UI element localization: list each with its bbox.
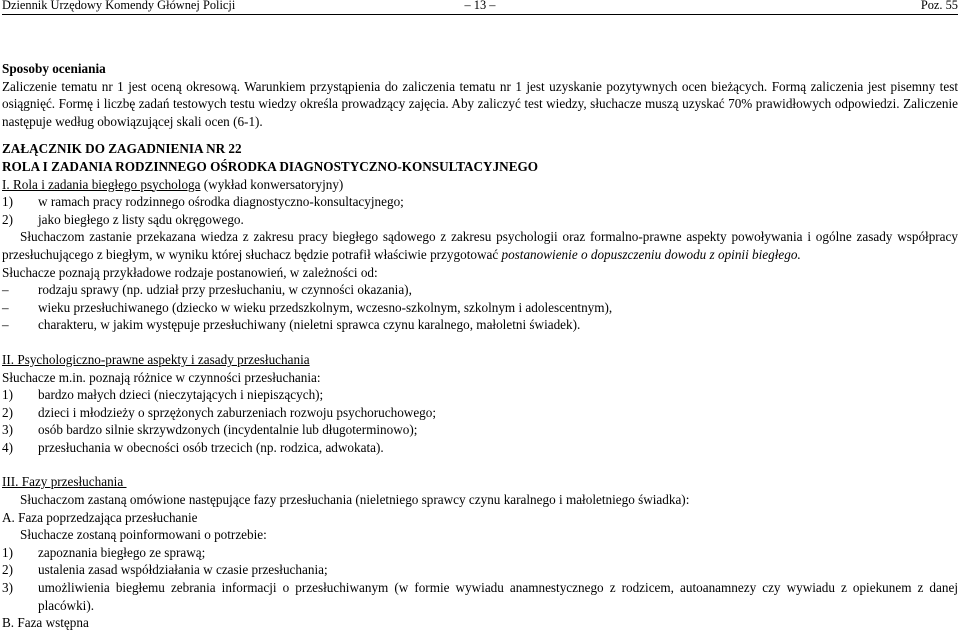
list-item [2, 211, 958, 229]
list-marker: 3) [2, 422, 13, 438]
part2-heading: II. Psychologiczno-prawne aspekty i zasady przesłuchania [2, 351, 310, 367]
list-item [2, 193, 958, 211]
annex-subtitle: ROLA I ZADANIA RODZINNEGO OŚRODKA DIAGNOSTYCZNO-KONSULTACYJNEGO [2, 158, 539, 174]
list-item [2, 439, 958, 457]
list-item [2, 421, 958, 439]
part1-paragraph-2: Słuchacze poznają przykładowe rodzaje postanowień, w zależności od: [2, 264, 378, 280]
list-item-text: ustalenia zasad współdziałania w czasie przesłuchania; [38, 562, 328, 578]
list-item [2, 561, 958, 579]
dash-item [2, 299, 958, 317]
list-item-text: umożliwienia biegłemu zebrania informacji o przesłuchiwanym (w formie wywiadu anamnestycznego z rodzicem, autoanamnezy czy wywiadu z opiekunem z danej placówki). [38, 580, 958, 613]
list-marker: 1) [2, 544, 13, 560]
part3-intro: Słuchaczom zastaną omówione następujące fazy przesłuchania (nieletniego sprawcy czynu karalnego i małoletniego świadka): [20, 492, 690, 508]
part3-heading-text: III. Fazy przesłuchania [2, 474, 127, 490]
dash-marker: – [2, 299, 9, 315]
list-item-text: jako biegłego z listy sądu okręgowego. [38, 211, 244, 227]
phase-a-heading: A. Faza poprzedzająca przesłuchanie [2, 509, 198, 525]
journal-title: Dziennik Urzędowy Komendy Głównej Policji [2, 0, 236, 12]
dash-marker: – [2, 282, 9, 298]
list-marker: 2) [2, 562, 13, 578]
page-number: – 13 – [464, 0, 496, 12]
part1-paragraph-italic: postanowienie o dopuszczeniu dowodu z opinii biegłego. [501, 246, 801, 262]
page-header [2, 0, 958, 15]
part1-heading [2, 176, 958, 194]
list-item [2, 544, 958, 562]
spacer [2, 456, 958, 473]
list-marker: 2) [2, 404, 13, 420]
part3-heading [2, 473, 958, 491]
list-item-text: dzieci i młodzieży o sprzężonych zaburzeniach rozwoju psychoruchowego; [38, 404, 437, 420]
part1-heading-underlined: I. Rola i zadania biegłego psychologa [2, 176, 201, 192]
list-marker: 1) [2, 194, 13, 210]
grading-paragraph: Zaliczenie tematu nr 1 jest oceną okresową. Warunkiem przystąpienia do zaliczenia tematu nr 1 jest uzyskanie pozytywnych ocen bieżących. Formą zaliczenia jest pisemny test osiągnięć. Formę i liczbę zadań testowych testu wiedzy określa prowadzący zajęcia. Aby zaliczyć test wiedzy, słuchacze muszą uzyskać 70% prawidłowych odpowiedzi. Zaliczenie następuje według obowiązującej skali ocen (6-1). [2, 78, 958, 129]
dash-item [2, 316, 958, 334]
list-item-text: osób bardzo silnie skrzywdzonych (incydentalnie lub długoterminowo); [38, 422, 418, 438]
list-item-text: przesłuchania w obecności osób trzecich (np. rodzica, adwokata). [38, 439, 384, 455]
list-marker: 3) [2, 580, 13, 596]
dash-item-text: charakteru, w jakim występuje przesłuchiwany (nieletni sprawca czynu karalnego, małoletni świadek). [38, 317, 581, 333]
part2-intro: Słuchacze m.in. poznają różnice w czynności przesłuchania: [2, 369, 321, 385]
list-marker: 1) [2, 387, 13, 403]
dash-item [2, 281, 958, 299]
dash-item-text: rodzaju sprawy (np. udział przy przesłuchaniu, w czynności okazania), [38, 282, 412, 298]
document-body [2, 60, 958, 632]
phase-a-intro: Słuchacze zostaną poinformowani o potrzebie: [20, 527, 267, 543]
spacer [2, 334, 958, 351]
part1-paragraph-text: Słuchaczom zastanie przekazana wiedza z zakresu pracy biegłego sądowego z zakresu psychologii oraz formalno-prawne aspekty powoływania i ogólne zasady współpracy przesłuchującego z biegłym, w wyniku której słuchacz będzie potrafił właściwie przygotować [2, 229, 958, 262]
list-item [2, 404, 958, 422]
list-marker: 4) [2, 439, 13, 455]
list-item-text: w ramach pracy rodzinnego ośrodka diagnostyczno-konsultacyjnego; [38, 194, 404, 210]
list-item [2, 386, 958, 404]
position-number: Poz. 55 [920, 0, 958, 12]
part1-heading-rest: (wykład konwersatoryjny) [200, 176, 344, 192]
list-item-text: bardzo małych dzieci (nieczytających i niepiszących); [38, 387, 324, 403]
dash-item-text: wieku przesłuchiwanego (dziecko w wieku przedszkolnym, wczesno-szkolnym, szkolnym i adolescentnym), [38, 299, 613, 315]
annex-title: ZAŁĄCZNIK DO ZAGADNIENIA NR 22 [2, 141, 242, 157]
list-marker: 2) [2, 211, 13, 227]
part1-paragraph [2, 228, 958, 263]
section-title-grading: Sposoby oceniania [2, 61, 106, 76]
phase-b-heading: B. Faza wstępna [2, 615, 89, 631]
dash-marker: – [2, 317, 9, 333]
list-item [2, 579, 958, 614]
list-item-text: zapoznania biegłego ze sprawą; [38, 544, 206, 560]
